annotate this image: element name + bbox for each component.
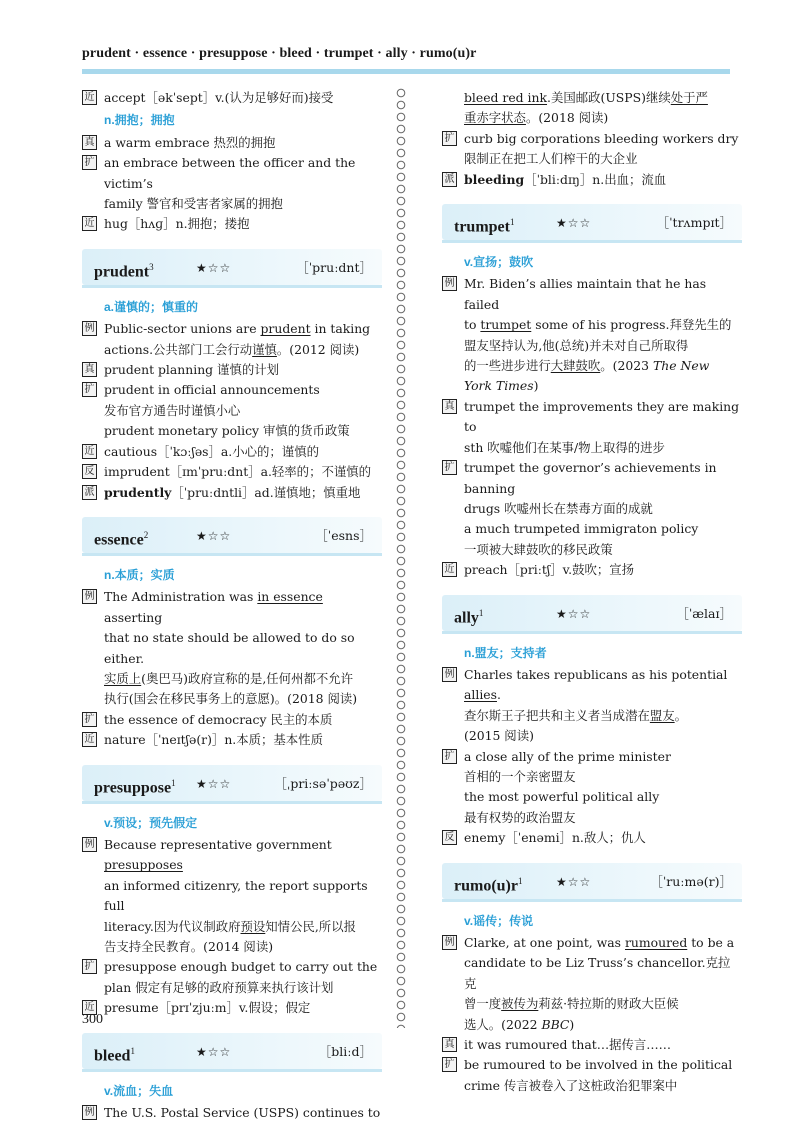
extend-tag-icon: 扩: [442, 460, 457, 475]
trumpet-extension-cont: 一项被大肆鼓吹的移民政策: [464, 541, 613, 557]
bleed-example: 例 The U.S. Postal Service (USPS) continues to: [82, 1103, 382, 1123]
rumour-extension: 扩 be rumoured to be involved in the political: [442, 1055, 742, 1075]
rumour-real: 真 it was rumoured that…据传言……: [442, 1035, 742, 1055]
prudent-pos: a.谨慎的；慎重的: [104, 299, 199, 314]
ally-example-cont: (2015 阅读): [464, 728, 534, 744]
bleed-example-cont: 重赤字状态。(2018 阅读): [464, 110, 609, 126]
presuppose-example-cont: literacy.因为代议制政府预设知情公民,所以报: [104, 918, 356, 934]
frequency-stars: ★☆☆: [556, 606, 592, 621]
prudent-synonym: 近 cautious［ˈkɔːʃəs］a.小心的；谨慎的: [82, 442, 382, 462]
embrace-extension: 扩 an embrace between the officer and the victim’s: [82, 153, 382, 194]
essence-synonym: 近 nature［ˈneɪtʃə(r)］n.本质；基本性质: [82, 730, 382, 750]
presuppose-extension: 扩 presuppose enough budget to carry out the: [82, 957, 382, 977]
trumpet-example-cont: to trumpet some of his progress.拜登先生的: [464, 317, 732, 333]
extend-tag-icon: 扩: [82, 382, 97, 397]
ally-antonym: 反 enemy［ˈenəmi］n.敌人；仇人: [442, 828, 742, 848]
phonetic: ［ˈruːmə(r)］: [650, 873, 732, 889]
example-tag-icon: 例: [82, 321, 97, 336]
antonym-tag-icon: 反: [442, 830, 457, 845]
synonym-tag-icon: 近: [442, 562, 457, 577]
phonetic: ［ˈpruːdnt］: [296, 259, 372, 275]
bleed-extension: 扩 curb big corporations bleeding workers dry: [442, 129, 742, 149]
presuppose-extension-cont: plan 假定有足够的政府预算来执行该计划: [104, 979, 334, 995]
rumour-example-cont: 曾一度被传为莉兹·特拉斯的财政大臣候: [464, 996, 679, 1012]
extend-tag-icon: 扩: [82, 712, 97, 727]
header-title: prudent · essence · presuppose · bleed · trumpet · ally · rumo(u)r: [82, 46, 477, 61]
trumpet-example: 例 Mr. Biden’s allies maintain that he has failed: [442, 274, 742, 315]
bleed-derivative: 派 bleeding［ˈbliːdɪŋ］n.出血；流血: [442, 170, 742, 190]
ally-extension-cont: 首相的一个亲密盟友: [464, 768, 576, 784]
ally-example: 例 Charles takes republicans as his potential allies.: [442, 665, 742, 706]
embrace-pos: n.拥抱；拥抱: [104, 113, 175, 128]
essence-pos: n.本质；实质: [104, 567, 175, 582]
example-tag-icon: 例: [82, 837, 97, 852]
real-tag-icon: 真: [82, 135, 97, 150]
header-rule: [82, 69, 730, 74]
presuppose-pos: v.预设；预先假定: [104, 815, 198, 830]
trumpet-real: 真 trumpet the improvements they are making to: [442, 397, 742, 438]
trumpet-extension-cont: a much trumpeted immigraton policy: [464, 521, 699, 537]
phonetic: ［ˈesns］: [315, 527, 372, 543]
prudent-real: 真 prudent planning 谨慎的计划: [82, 360, 382, 380]
example-tag-icon: 例: [442, 667, 457, 682]
rumour-example: 例 Clarke, at one point, was rumoured to be a: [442, 933, 742, 953]
accept-synonym: 近 accept［əkˈsept］v.(认为足够好而)接受: [82, 88, 382, 108]
extend-tag-icon: 扩: [442, 131, 457, 146]
essence-example-cont: that no state should be allowed to do so either.: [104, 630, 355, 666]
rumour-pos: v.谣传；传说: [464, 913, 534, 928]
entry-header-rumour: [442, 863, 742, 899]
presuppose-example: 例 Because representative government presupposes: [82, 835, 382, 876]
extend-tag-icon: 扩: [442, 749, 457, 764]
synonym-tag-icon: 近: [82, 216, 97, 231]
real-tag-icon: 真: [82, 362, 97, 377]
right-column: [442, 88, 742, 1096]
headword: prudent$^3$: [94, 261, 154, 281]
left-column: [82, 88, 382, 1123]
essence-example-cont: 实质上(奥巴马)政府宣称的是,任何州都不允许: [104, 670, 354, 686]
essence-example: 例 The Administration was in essence asserting: [82, 587, 382, 628]
bleed-pos: v.流血；失血: [104, 1083, 174, 1098]
synonym-tag-icon: 近: [82, 1000, 97, 1015]
embrace-real-example: 真 a warm embrace 热烈的拥抱: [82, 133, 382, 153]
prudent-extension: 扩 prudent in official announcements: [82, 380, 382, 400]
frequency-stars: ★☆☆: [196, 260, 232, 275]
embrace-extension-cont: family 警官和受害者家属的拥抱: [104, 196, 283, 212]
essence-extension: 扩 the essence of democracy 民主的本质: [82, 710, 382, 730]
rumour-extension-cont: crime 传言被卷入了这桩政治犯罪案中: [464, 1077, 678, 1093]
real-tag-icon: 真: [442, 1037, 457, 1052]
trumpet-extension-cont: drugs 吹嘘州长在禁毒方面的成就: [464, 500, 653, 516]
ally-example-cont: 查尔斯王子把共和主义者当成潜在盟友。: [464, 707, 688, 723]
headword: presuppose$^1$: [94, 777, 176, 796]
prudent-example-cont: actions.公共部门工会行动谨慎。(2012 阅读): [104, 341, 360, 357]
synonym-tag-icon: 近: [82, 444, 97, 459]
headword: ally$^1$: [454, 607, 484, 626]
example-tag-icon: 例: [82, 589, 97, 604]
headword: trumpet$^1$: [454, 217, 515, 236]
entry-header-bleed: [82, 1033, 382, 1069]
entry-header-trumpet: [442, 204, 742, 240]
phonetic: ［ˈtrʌmpɪt］: [656, 215, 732, 231]
bleed-example-cont: bleed red ink.美国邮政(USPS)继续处于严: [464, 90, 708, 105]
trumpet-example-cont: 的一些进步进行大肆鼓吹。(2023 The New: [464, 358, 710, 374]
rumour-example-cont: 选人。(2022 BBC): [464, 1016, 575, 1032]
frequency-stars: ★☆☆: [196, 528, 232, 543]
page-number: 300: [82, 1012, 103, 1027]
entry-header-prudent: [82, 249, 382, 285]
presuppose-synonym: 近 presume［prɪˈzjuːm］v.假设；假定: [82, 998, 382, 1018]
prudent-antonym: 反 imprudent［ɪmˈpruːdnt］a.轻率的；不谨慎的: [82, 462, 382, 482]
extend-tag-icon: 扩: [82, 155, 97, 170]
presuppose-example-cont: an informed citizenry, the report supports full: [104, 877, 368, 914]
frequency-stars: ★☆☆: [556, 216, 592, 231]
derivative-tag-icon: 派: [442, 172, 457, 187]
ally-extension: 扩 a close ally of the prime minister: [442, 747, 742, 767]
bleed-extension-cont: 限制正在把工人们榨干的大企业: [464, 151, 638, 167]
essence-example-cont: 执行(国会在移民事务上的意愿)。(2018 阅读): [104, 691, 358, 707]
headword: essence$^2$: [94, 529, 149, 549]
extend-tag-icon: 扩: [82, 959, 97, 974]
prudent-example: 例 Public-sector unions are prudent in taking: [82, 319, 382, 339]
hug-synonym: 近 hug［hʌɡ］n.拥抱；搂抱: [82, 214, 382, 234]
binding-spine-decoration: [392, 88, 410, 1028]
prudent-extension-cont: 发布官方通告时谨慎小心: [104, 402, 241, 418]
synonym-tag-icon: 近: [82, 732, 97, 747]
prudent-extension-cont: prudent monetary policy 审慎的货币政策: [104, 423, 350, 439]
entry-header-ally: [442, 595, 742, 631]
entry-header-presuppose: [82, 765, 382, 801]
trumpet-example-cont: York Times): [464, 378, 539, 394]
trumpet-pos: v.宣扬；鼓吹: [464, 255, 534, 270]
headword: $rumo(u)r^1$: [454, 875, 523, 894]
trumpet-example-cont: 盟友坚持认为,他(总统)并未对自己所取得: [464, 337, 689, 353]
real-tag-icon: 真: [442, 399, 457, 414]
frequency-stars: ★☆☆: [196, 776, 232, 791]
headword: bleed$^1$: [94, 1045, 135, 1064]
ally-pos: n.盟友；支持者: [464, 645, 547, 660]
example-tag-icon: 例: [442, 276, 457, 291]
frequency-stars: ★☆☆: [196, 1044, 232, 1059]
extend-tag-icon: 扩: [442, 1057, 457, 1072]
trumpet-real-cont: sth 吹嘘他们在某事/物上取得的进步: [464, 439, 665, 455]
trumpet-synonym: 近 preach［priːtʃ］v.鼓吹；宣扬: [442, 560, 742, 580]
phonetic: ［ˈælaɪ］: [676, 605, 732, 621]
example-tag-icon: 例: [82, 1105, 97, 1120]
prudent-derivative: 派 prudently［ˈpruːdntli］ad.谨慎地；慎重地: [82, 483, 382, 503]
phonetic: ［bliːd］: [318, 1043, 372, 1059]
phonetic: ［ˌpriːsəˈpəʊz］: [274, 775, 372, 791]
example-tag-icon: 例: [442, 935, 457, 950]
antonym-tag-icon: 反: [82, 464, 97, 479]
ally-extension-cont: the most powerful political ally: [464, 789, 660, 805]
frequency-stars: ★☆☆: [556, 874, 592, 889]
rumour-example-cont: candidate to be Liz Truss’s chancellor.克拉克: [464, 955, 731, 991]
ally-extension-cont: 最有权势的政治盟友: [464, 809, 576, 825]
synonym-tag-icon: 近: [82, 90, 97, 105]
derivative-tag-icon: 派: [82, 485, 97, 500]
running-header: [0, 40, 800, 76]
trumpet-extension: 扩 trumpet the governor’s achievements in banning: [442, 458, 742, 499]
presuppose-example-cont: 告支持全民教育。(2014 阅读): [104, 939, 274, 954]
entry-header-essence: [82, 517, 382, 553]
